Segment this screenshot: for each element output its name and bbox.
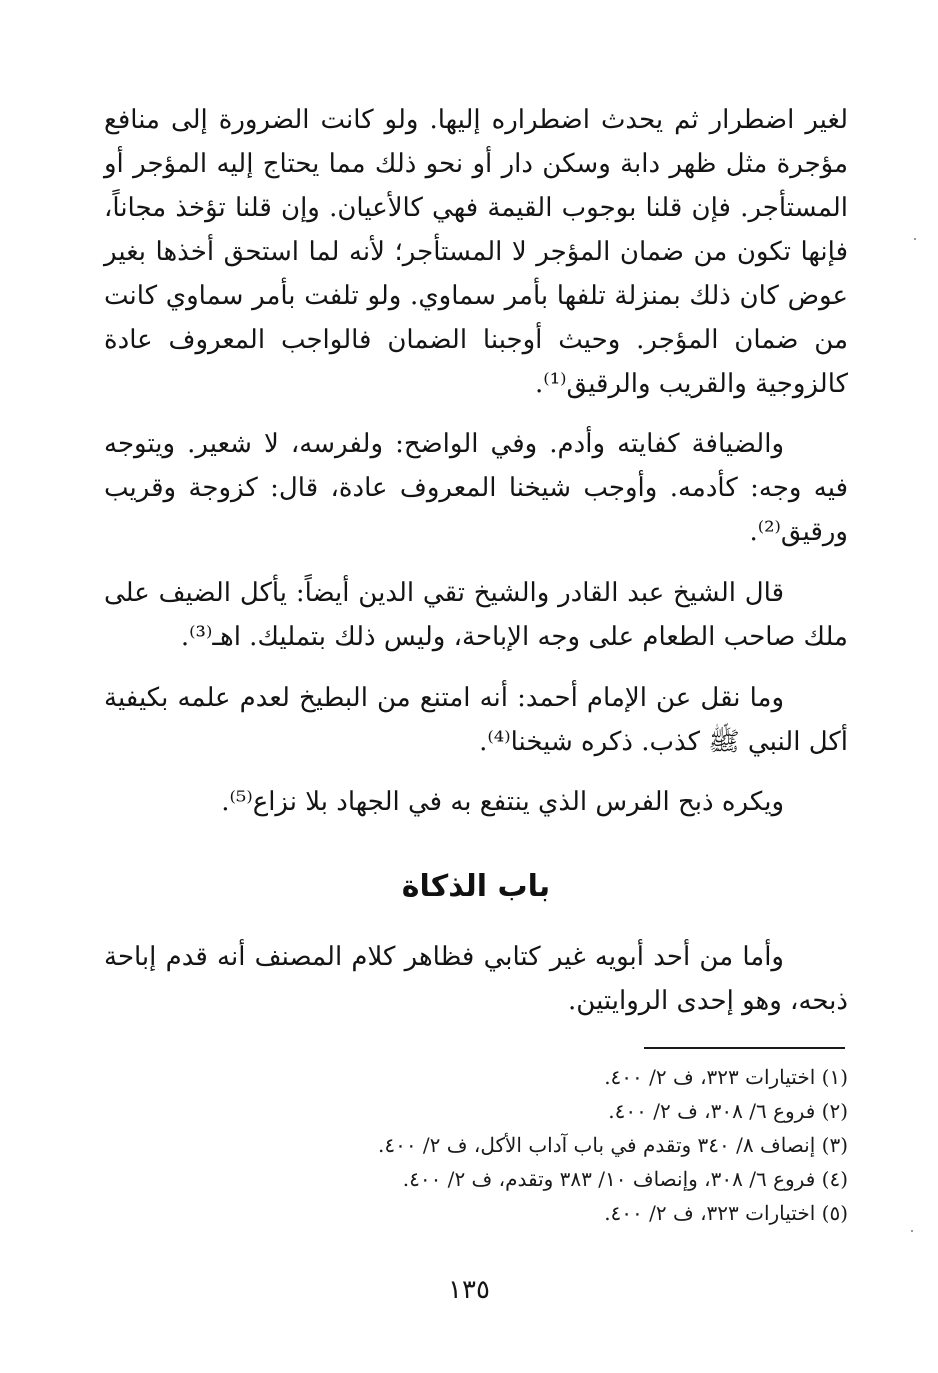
body-paragraph: والضيافة كفايته وأدم. وفي الواضح: ولفرسه، لا شعير. ويتوجه فيه وجه: كأدمه. وأوجب شيخنا المعروف عادة، قال: كزوجة وقريب ورقيق⁽²⁾. xyxy=(104,429,848,547)
section-heading: باب الذكاة xyxy=(401,869,551,904)
body-paragraph: ويكره ذبح الفرس الذي ينتفع به في الجهاد بلا نزاع⁽⁵⁾. xyxy=(221,787,784,817)
footnote: (٤) فروع ٦/ ٣٠٨، وإنصاف ١٠/ ٣٨٣ وتقدم، ف ٢/ ٤٠٠. xyxy=(402,1167,848,1191)
footnote: (٢) فروع ٦/ ٣٠٨، ف ٢/ ٤٠٠. xyxy=(608,1099,848,1123)
body-paragraph: قال الشيخ عبد القادر والشيخ تقي الدين أيضاً: يأكل الضيف على ملك صاحب الطعام على وجه الإباحة، وليس ذلك بتمليك. اهـ⁽³⁾. xyxy=(104,578,848,652)
footnote: (١) اختيارات ٣٢٣، ف ٢/ ٤٠٠. xyxy=(604,1065,848,1089)
body-paragraph: لغير اضطرار ثم يحدث اضطراره إليها. ولو كانت الضرورة إلى منافع مؤجرة مثل ظهر دابة وسكن دار أو نحو ذلك مما يحتاج إليه المؤجر أو المستأجر. فإن قلنا بوجوب القيمة فهي كالأعيان. وإن قلنا تؤخذ مجاناً، فإنها تكون من ضمان المؤجر لا المستأجر؛ لأنه لما استحق أخذها بغير عوض كان ذلك بمنزلة تلفها بأمر سماوي. ولو تلفت بأمر سماوي كانت من ضمان المؤجر. وحيث أوجبنا الضمان فالواجب المعروف عادة كالزوجية والقريب والرقيق⁽¹⁾. xyxy=(104,105,848,399)
body-paragraph: وما نقل عن الإمام أحمد: أنه امتنع من البطيخ لعدم علمه بكيفية أكل النبي ﷺ كذب. ذكره شيخنا⁽⁴⁾. xyxy=(104,683,848,757)
footnote: (٥) اختيارات ٣٢٣، ف ٢/ ٤٠٠. xyxy=(604,1201,848,1225)
scan-speck xyxy=(911,1230,913,1232)
scan-speck xyxy=(914,238,916,240)
footnote-divider xyxy=(644,1047,845,1049)
footnote-list xyxy=(104,1060,848,1230)
page-number: ١٣٥ xyxy=(448,1275,490,1305)
body-paragraph: وأما من أحد أبويه غير كتابي فظاهر كلام المصنف أنه قدم إباحة ذبحه، وهو إحدى الروايتين. xyxy=(104,942,848,1016)
footnote: (٣) إنصاف ٨/ ٣٤٠ وتقدم في باب آداب الأكل، ف ٢/ ٤٠٠. xyxy=(377,1133,848,1157)
